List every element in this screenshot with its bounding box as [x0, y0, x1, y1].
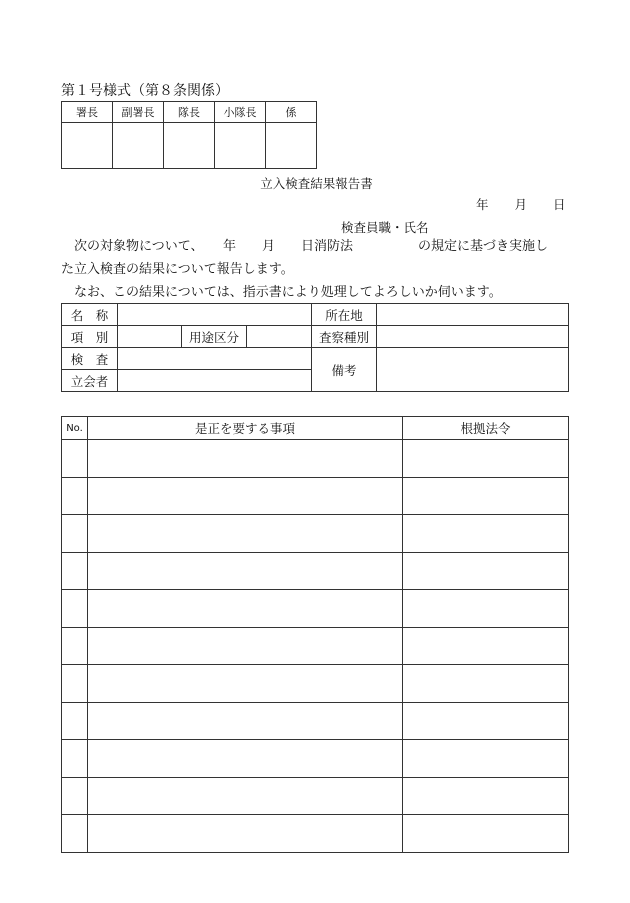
row-no-cell[interactable]: [62, 702, 88, 740]
stamp-cell[interactable]: [113, 123, 164, 169]
date-day-label: 日: [553, 197, 566, 212]
row-no-cell[interactable]: [62, 477, 88, 515]
row-item-cell[interactable]: [88, 627, 403, 665]
row-no-cell[interactable]: [62, 627, 88, 665]
table-row: [62, 665, 569, 703]
body-line-1: 次の対象物について、 年 月 日消防法 の規定に基づき実施し: [61, 239, 548, 254]
form-number: 第１号様式（第８条関係）: [61, 83, 229, 99]
body-line-3: なお、この結果については、指示書により処理してよろしいか伺います。: [61, 285, 502, 300]
row-item-cell[interactable]: [88, 777, 403, 815]
row-law-cell[interactable]: [403, 477, 569, 515]
name-field[interactable]: [118, 304, 312, 326]
stamp-cell[interactable]: [164, 123, 215, 169]
row-law-cell[interactable]: [403, 590, 569, 628]
row-law-cell[interactable]: [403, 777, 569, 815]
name-label: 名 称: [62, 304, 118, 326]
usage-field[interactable]: [247, 326, 312, 348]
table-row: [62, 477, 569, 515]
inspection-type-label: 査察種別: [312, 326, 377, 348]
row-law-cell[interactable]: [403, 515, 569, 553]
stamp-header-platoon-leader: 小隊長: [215, 102, 266, 123]
location-field[interactable]: [377, 304, 569, 326]
witness-field-2[interactable]: [118, 370, 312, 392]
stamp-header-deputy-chief: 副署長: [113, 102, 164, 123]
category-label: 項 別: [62, 326, 118, 348]
row-item-cell[interactable]: [88, 665, 403, 703]
row-item-cell[interactable]: [88, 477, 403, 515]
table-row: [62, 740, 569, 778]
row-law-cell[interactable]: [403, 815, 569, 853]
stamp-header-chief: 署長: [62, 102, 113, 123]
no-column-header: No.: [62, 417, 88, 440]
row-item-cell[interactable]: [88, 590, 403, 628]
witness-label-bottom: 立会者: [62, 370, 118, 392]
items-body: [62, 440, 569, 853]
date-year-label: 年: [476, 197, 489, 212]
table-row: [62, 627, 569, 665]
row-law-cell[interactable]: [403, 440, 569, 478]
row-no-cell[interactable]: [62, 515, 88, 553]
stamp-cell[interactable]: [266, 123, 317, 169]
stamp-cell[interactable]: [62, 123, 113, 169]
table-row: [62, 515, 569, 553]
stamp-header-captain: 隊長: [164, 102, 215, 123]
table-row: [62, 552, 569, 590]
correction-items-table: [61, 416, 569, 853]
law-column-header: 根拠法令: [403, 417, 569, 440]
approval-stamp-table: [61, 101, 317, 169]
table-row: [62, 702, 569, 740]
row-no-cell[interactable]: [62, 815, 88, 853]
stamp-cell[interactable]: [215, 123, 266, 169]
row-no-cell[interactable]: [62, 552, 88, 590]
row-no-cell[interactable]: [62, 777, 88, 815]
row-no-cell[interactable]: [62, 590, 88, 628]
table-row: [62, 590, 569, 628]
table-row: [62, 440, 569, 478]
date-month-label: 月: [514, 197, 528, 212]
row-item-cell[interactable]: [88, 815, 403, 853]
row-law-cell[interactable]: [403, 702, 569, 740]
remarks-field[interactable]: [377, 348, 569, 392]
witness-label-top: 検 査: [62, 348, 118, 370]
row-item-cell[interactable]: [88, 515, 403, 553]
body-line-2: た立入検査の結果について報告します。: [61, 262, 294, 277]
witness-field-1[interactable]: [118, 348, 312, 370]
target-info-table: [61, 303, 569, 392]
document-title: 立入検査結果報告書: [260, 176, 373, 191]
row-no-cell[interactable]: [62, 440, 88, 478]
row-item-cell[interactable]: [88, 440, 403, 478]
row-no-cell[interactable]: [62, 665, 88, 703]
row-no-cell[interactable]: [62, 740, 88, 778]
row-item-cell[interactable]: [88, 552, 403, 590]
stamp-header-staff: 係: [266, 102, 317, 123]
category-field[interactable]: [118, 326, 182, 348]
location-label: 所在地: [312, 304, 377, 326]
inspector-label: 検査員職・氏名: [341, 220, 429, 235]
inspection-type-field[interactable]: [377, 326, 569, 348]
row-item-cell[interactable]: [88, 740, 403, 778]
row-law-cell[interactable]: [403, 740, 569, 778]
table-row: [62, 815, 569, 853]
row-law-cell[interactable]: [403, 627, 569, 665]
row-law-cell[interactable]: [403, 665, 569, 703]
row-item-cell[interactable]: [88, 702, 403, 740]
row-law-cell[interactable]: [403, 552, 569, 590]
table-row: [62, 777, 569, 815]
remarks-label: 備考: [312, 348, 377, 392]
usage-label: 用途区分: [182, 326, 247, 348]
item-column-header: 是正を要する事項: [88, 417, 403, 440]
report-date: [476, 195, 566, 213]
